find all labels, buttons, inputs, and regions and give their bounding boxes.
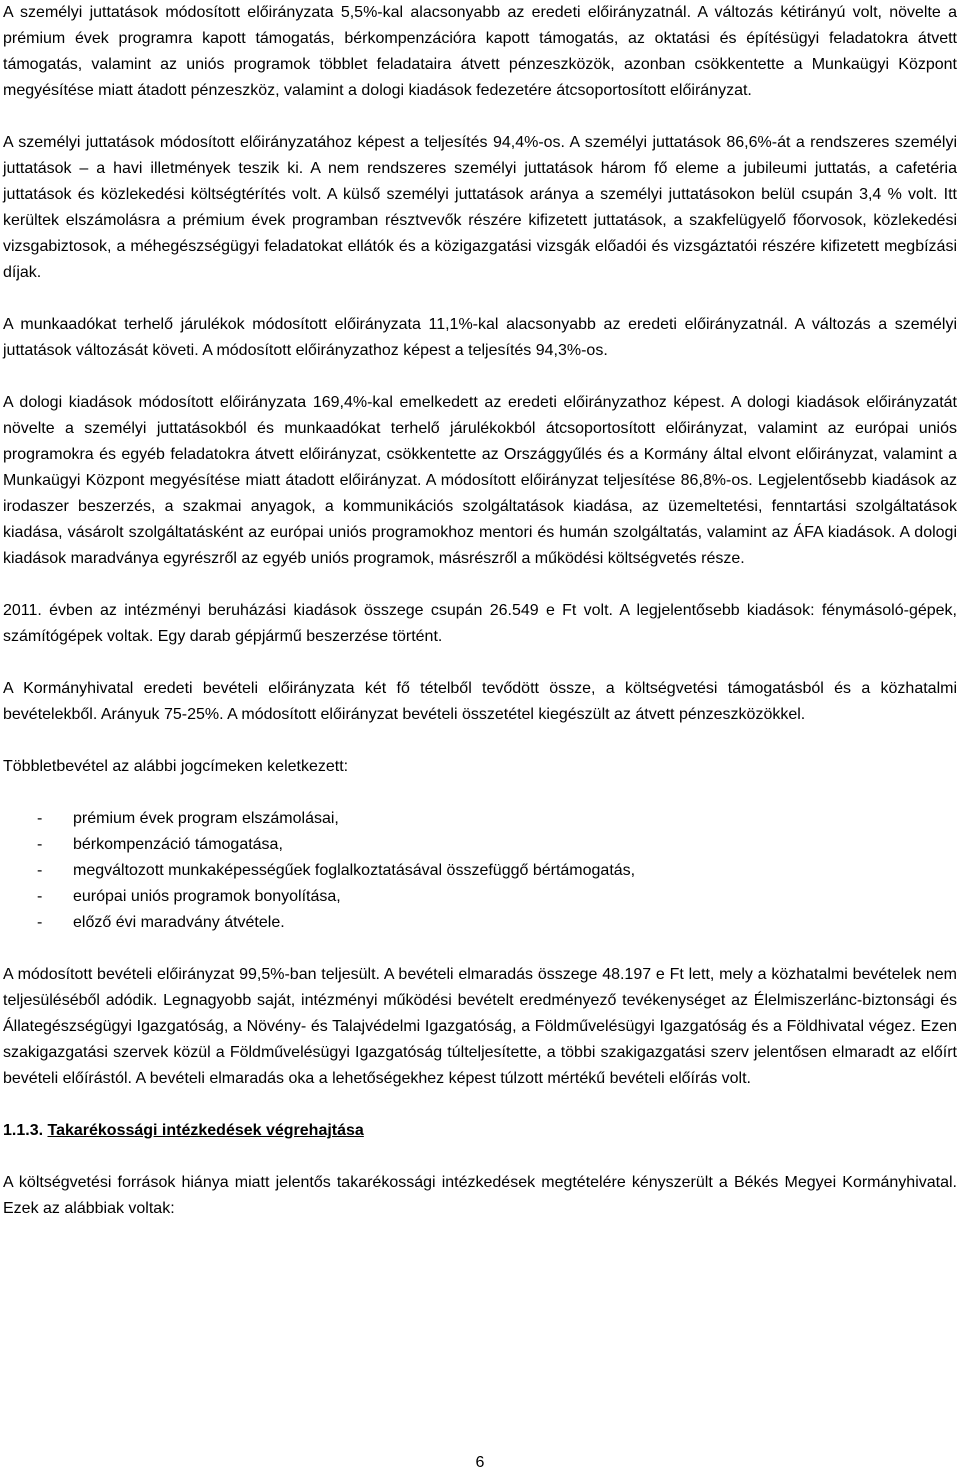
paragraph-personnel-budget: A személyi juttatások módosított előirányzata 5,5%-kal alacsonyabb az eredeti előirányzatnál. A változás kétirányú volt, növelte a prémium évek programra kapott támogatás, bérkompenzációra kapott támogatás, az oktatási és építésügyi feladatokra átvett támogatás, valamint az uniós programok többlet feladataira átvett pénzeszközök, azonban csökkentette a Munkaügyi Központ megyésítése miatt átadott pénzeszköz, valamint a dologi kiadások fedezetére átcsoportosított előirányzat. [3,4,957,99]
list-item [3,884,957,910]
paragraph-material-expenses: A dologi kiadások módosított előirányzata 169,4%-kal emelkedett az eredeti előirányzathoz képest. A dologi kiadások előirányzatát növelte a személyi juttatásokból és munkaadókat terhelő járulékokból átcsoportosított előirányzat, valamint az európai uniós programokra és egyéb feladatokra átvett előirányzat, csökkentette az Országgyűlés és a Kormány által elvont előirányzat, valamint a Munkaügyi Központ megyésítése miatt átadott előirányzat. A módosított előirányzat teljesítése 86,8%-os. Legjelentősebb kiadások az irodaszer beszerzés, a szakmai anyagok, a kommunikációs szolgáltatások kiadása, az üzemeltetési, fenntartási szolgáltatások kiadása, vásárolt szolgáltatásként az európai uniós programokhoz mentori és humán szolgáltatás, valamint az ÁFA kiadások. A dologi kiadások maradványa egyrészről az egyéb uniós programok, másrészről a működési költségvetés része. [3,394,957,567]
list-item-text: európai uniós programok bonyolítása, [73,888,341,905]
paragraph-employer-contributions: A munkaadókat terhelő járulékok módosított előirányzata 11,1%-kal alacsonyabb az eredeti előirányzatnál. A változás a személyi juttatások változását követi. A módosított előirányzathoz képest a teljesítés 94,3%-os. [3,316,957,359]
paragraph-austerity-intro: A költségvetési források hiánya miatt jelentős takarékossági intézkedések megtételére kényszerült a Békés Megyei Kormányhivatal. Ezek az alábbiak voltak: [3,1174,957,1217]
paragraph-revenue-performance: A módosított bevételi előirányzat 99,5%-ban teljesült. A bevételi elmaradás összege 48.197 e Ft lett, mely a közhatalmi bevételek nem teljesüléséből adódik. Legnagyobb saját, intézményi működési bevételt eredményező tevékenységet az Élelmiszerlánc-biztonsági és Állategészségügyi Igazgatóság, a Növény- és Talajvédelmi Igazgatóság, a Földművelésügyi Igazgatóság és a Földhivatal végez. Ezen szakigazgatási szervek közül a Földművelésügyi Igazgatóság túlteljesítette, a többi szakigazgatási szerv jelentősen elmaradt az előírt bevételi előírástól. A bevételi elmaradás oka a lehetőségekhez képest túlzott mértékű bevételi előírás volt. [3,966,957,1087]
section-number: 1.1.3. [3,1122,44,1139]
paragraph-revenue-structure: A Kormányhivatal eredeti bevételi előirányzata két fő tételből tevődött össze, a költségvetési támogatásból és a közhatalmi bevételekből. Arányuk 75-25%. A módosított előirányzat bevételi összetétel kiegészült az átvett pénzeszközökkel. [3,680,957,723]
document-page [3,0,957,1222]
list-bullet: - [37,862,43,879]
page-number: 6 [475,1454,485,1471]
list-bullet: - [37,914,43,931]
list-bullet: - [37,888,43,905]
paragraph-extra-income-intro: Többletbevétel az alábbi jogcímeken keletkezett: [3,758,349,775]
list-item-text: megváltozott munkaképességűek foglalkoztatásával összefüggő bértámogatás, [73,862,636,879]
paragraph-personnel-performance: A személyi juttatások módosított előirányzatához képest a teljesítés 94,4%-os. A személyi juttatások 86,6%-át a rendszeres személyi juttatások – a havi illetmények teszik ki. A nem rendszeres személyi juttatások három fő eleme a jubileumi juttatás, a cafetéria juttatások és közlekedési költségtérítés volt. A külső személyi juttatások aránya a személyi juttatásokon belül csupán 3,4 % volt. Itt kerültek elszámolásra a prémium évek programban résztvevők részére kifizetett juttatások, a szakfelügyelő főorvosok, közlekedési vizsgabiztosok, a méhegészségügyi feladatokat ellátók és a közigazgatási vizsgák előadói és vizsgáztatói részére kifizetett megbízási díjak. [3,134,957,281]
list-item-text: prémium évek program elszámolásai, [73,810,339,827]
paragraph-investments: 2011. évben az intézményi beruházási kiadások összege csupán 26.549 e Ft volt. A legjelentősebb kiadások: fénymásoló-gépek, számítógépek voltak. Egy darab gépjármű beszerzése történt. [3,602,957,645]
section-title: Takarékossági intézkedések végrehajtása [47,1122,364,1139]
list-item [3,910,957,936]
extra-income-list [3,806,957,936]
list-item-text: előző évi maradvány átvétele. [73,914,285,931]
list-item [3,832,957,858]
section-heading [3,1118,957,1144]
list-item [3,858,957,884]
list-item [3,806,957,832]
list-bullet: - [37,810,43,827]
list-bullet: - [37,836,43,853]
list-item-text: bérkompenzáció támogatása, [73,836,283,853]
